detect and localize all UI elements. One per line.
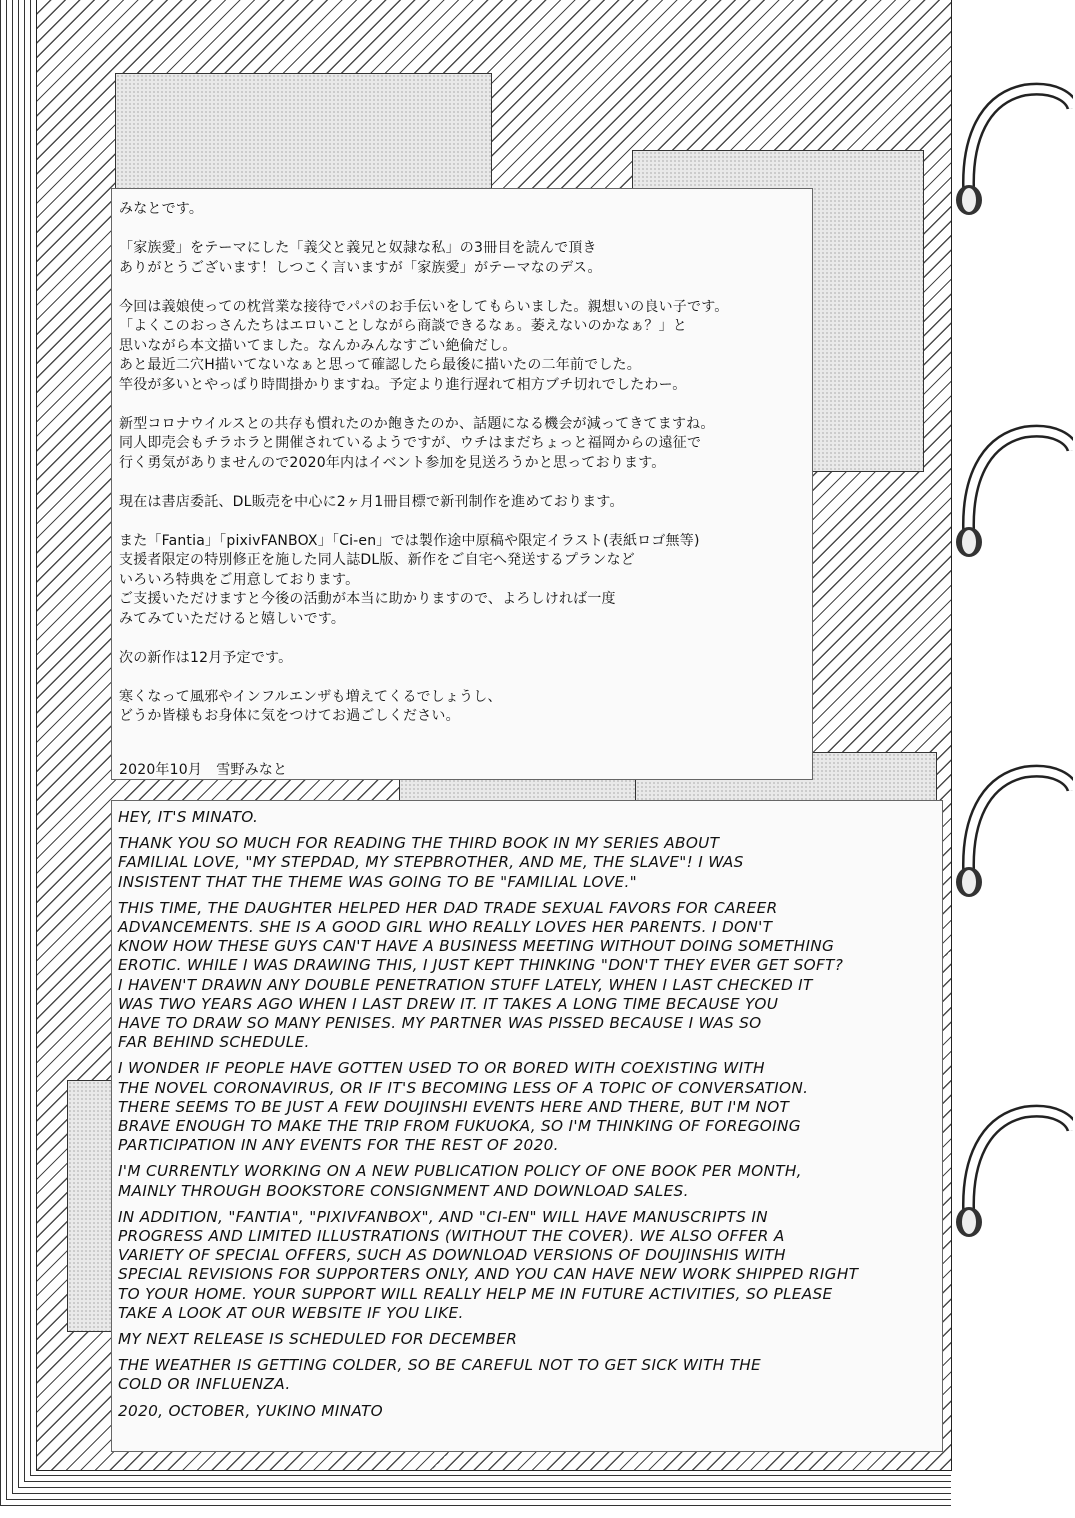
binder-ring-icon [955,420,1073,560]
jp-line: 今回は義娘使っての枕営業な接待でパパのお手伝いをしてもらいました。親想いの良い子です。 [119,298,729,315]
english-afterword [118,808,938,1428]
en-line: THE WEATHER IS GETTING COLDER, SO BE CAREFUL NOT TO GET SICK WITH THE [118,1356,761,1375]
jp-line: 行く勇気がありませんので2020年内はイベント参加を見送ろうかと思っております。 [119,454,666,471]
jp-line: 寒くなって風邪やインフルエンザも増えてくるでしょうし、 [119,688,502,705]
en-line: COLD OR INFLUENZA. [118,1375,291,1394]
en-line: HEY, IT'S MINATO. [118,808,259,826]
binder-ring-icon [955,760,1073,900]
en-line: I WONDER IF PEOPLE HAVE GOTTEN USED TO OR BORED WITH COEXISTING WITH [118,1059,765,1078]
en-line: SPECIAL REVISIONS FOR SUPPORTERS ONLY, AND YOU CAN HAVE NEW WORK SHIPPED RIGHT [118,1265,859,1284]
jp-line: どうか皆様もお身体に気をつけてお過ごしください。 [119,708,460,724]
en-line: WAS TWO YEARS AGO WHEN I LAST DREW IT. IT TAKES A LONG TIME BECAUSE YOU [118,994,779,1013]
en-line: THIS TIME, THE DAUGHTER HELPED HER DAD TRADE SEXUAL FAVORS FOR CAREER [118,898,778,917]
en-line: BRAVE ENOUGH TO MAKE THE TRIP FROM FUKUOKA, SO I'M THINKING OF FOREGOING [118,1117,801,1136]
en-signature: 2020, OCTOBER, YUKINO MINATO [118,1401,383,1420]
en-line: ADVANCEMENTS. SHE IS A GOOD GIRL WHO REALLY LOVES HER PARENTS. I DON'T [118,918,773,937]
binder-ring-icon [955,1100,1073,1240]
jp-line: 竿役が多いとやっぱり時間掛かりますね。予定より進行遅れて相方ブチ切れでしたわー。 [119,376,687,393]
japanese-afterword [119,200,839,780]
en-line: HAVE TO DRAW SO MANY PENISES. MY PARTNER WAS PISSED BECAUSE I WAS SO [118,1014,762,1033]
jp-line: 次の新作は12月予定です。 [119,649,293,666]
en-line: I HAVEN'T DRAWN ANY DOUBLE PENETRATION STUFF LATELY, WHEN I LAST CHECKED IT [118,975,813,994]
jp-line: 同人即売会もチラホラと開催されているようですが、ウチはまだちょっと福岡からの遠征で [119,435,702,451]
jp-line: 現在は書店委託、DL販売を中心に2ヶ月1冊目標で新刊制作を進めております。 [119,493,624,510]
en-line: THE NOVEL CORONAVIRUS, OR IF IT'S BECOMING LESS OF A TOPIC OF CONVERSATION. [118,1078,809,1097]
en-line: KNOW HOW THESE GUYS CAN'T HAVE A BUSINESS MEETING WITHOUT DOING SOMETHING [118,937,835,956]
jp-line: また「Fantia」「pixivFANBOX」「Ci-en」では製作途中原稿や限定イラスト(表紙ロゴ無等) [119,532,700,549]
en-line: TO YOUR HOME. YOUR SUPPORT WILL REALLY HELP ME IN FUTURE ACTIVITIES, SO PLEASE [118,1284,833,1303]
en-line: VARIETY OF SPECIAL OFFERS, SUCH AS DOWNLOAD VERSIONS OF DOUJINSHIS WITH [118,1246,786,1265]
en-line: PARTICIPATION IN ANY EVENTS FOR THE REST OF 2020. [118,1136,559,1155]
jp-line: 「家族愛」をテーマにした「義父と義兄と奴隷な私」の3冊目を読んで頂き [119,240,597,256]
jp-line: 「よくこのおっさんたちはエロいことしながら商談できるなぁ。萎えないのかなぁ？」と [119,318,687,334]
en-line: EROTIC. WHILE I WAS DRAWING THIS, I JUST KEPT THINKING "DON'T THEY EVER GET SOFT? [118,956,844,975]
jp-line: 支援者限定の特別修正を施した同人誌DL版、新作をご自宅へ発送するプランなど [119,552,635,568]
en-line: MAINLY THROUGH BOOKSTORE CONSIGNMENT AND DOWNLOAD SALES. [118,1181,689,1200]
jp-line: ご支援いただけますと今後の活動が本当に助かりますので、よろしければ一度 [119,591,616,607]
en-line: INSISTENT THAT THE THEME WAS GOING TO BE "FAMILIAL LOVE." [118,872,638,891]
jp-line: みてみていただけると嬉しいです。 [119,610,346,627]
jp-line: 思いながら本文描いてました。なんかみんなすごい絶倫だし。 [119,337,517,354]
en-line: PROGRESS AND LIMITED ILLUSTRATIONS (WITHOUT THE COVER). WE ALSO OFFER A [118,1227,785,1246]
binder-ring-icon [955,78,1073,218]
en-line: THANK YOU SO MUCH FOR READING THE THIRD BOOK IN MY SERIES ABOUT [118,834,720,853]
en-line: IN ADDITION, "FANTIA", "PIXIVFANBOX", AND "CI-EN" WILL HAVE MANUSCRIPTS IN [118,1207,768,1226]
en-line: I'M CURRENTLY WORKING ON A NEW PUBLICATION POLICY OF ONE BOOK PER MONTH, [118,1162,802,1181]
jp-line: ありがとうございます！しつこく言いますが「家族愛」がテーマなのデス。 [119,259,602,276]
en-line: MY NEXT RELEASE IS SCHEDULED FOR DECEMBER [118,1330,518,1349]
jp-line: いろいろ特典をご用意しております。 [119,571,360,588]
jp-line: あと最近二穴H描いてないなぁと思って確認したら最後に描いたの二年前でした。 [119,357,641,373]
en-line: TAKE A LOOK AT OUR WEBSITE IF YOU LIKE. [118,1303,464,1322]
jp-signature: 2020年10月 雪野みなと [119,761,288,778]
en-line: FAMILIAL LOVE, "MY STEPDAD, MY STEPBROTHER, AND ME, THE SLAVE"! I WAS [118,853,744,872]
en-line: FAR BEHIND SCHEDULE. [118,1033,310,1052]
jp-line: 新型コロナウイルスとの共存も慣れたのか飽きたのか、話題になる機会が減ってきてますね。 [119,415,715,432]
jp-greeting: みなとです。 [119,201,204,217]
en-line: THERE SEEMS TO BE JUST A FEW DOUJINSHI EVENTS HERE AND THERE, BUT I'M NOT [118,1097,790,1116]
